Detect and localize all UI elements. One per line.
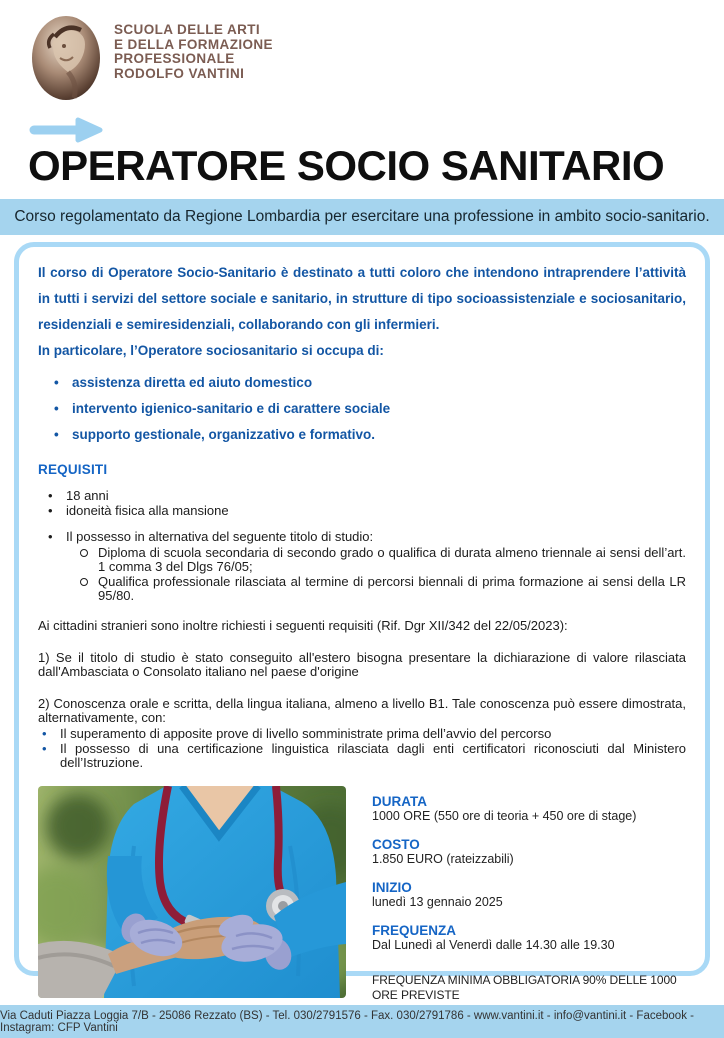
lingua-options-list xyxy=(38,727,686,770)
info-label: INIZIO xyxy=(372,879,412,895)
course-photo xyxy=(38,786,346,998)
tasks-list xyxy=(50,370,686,448)
info-value: lunedì 13 gennaio 2025 xyxy=(372,894,503,909)
info-inizio xyxy=(372,880,686,910)
subtitle-banner-text: Corso regolamentato da Regione Lombardia per esercitare una professione in ambito socio-sanitario. xyxy=(14,208,710,226)
lingua-option: • Il possesso di una certificazione linguistica rilasciata dagli enti certificatori riconosciuti dal Ministero dell’Istruzione. xyxy=(38,742,686,770)
info-label: FREQUENZA xyxy=(372,922,456,938)
titolo-item: Diploma di scuola secondaria di secondo grado o qualifica di durata almeno triennale ai sensi dell’art. 1 comma 3 del Dlgs 76/05; xyxy=(78,546,686,573)
stranieri-intro: Ai cittadini stranieri sono inoltre richiesti i seguenti requisiti (Rif. Dgr XII/342 del 22/05/2023): xyxy=(38,618,568,634)
task-item: • supporto gestionale, organizzativo e formativo. xyxy=(50,422,686,448)
task-item: • intervento igienico-sanitario e di carattere sociale xyxy=(50,396,686,422)
frequenza-minima-note: FREQUENZA MINIMA OBBLIGATORIA 90% DELLE 1000 ORE PREVISTE xyxy=(372,972,677,1002)
logo-line-3: PROFESSIONALE xyxy=(114,51,235,67)
info-costo xyxy=(372,837,686,867)
info-value: 1000 ORE (550 ore di teoria + 450 ore di stage) xyxy=(372,808,637,823)
requisito-item: • idoneità fisica alla mansione xyxy=(44,503,686,518)
requisito-estero: 1) Se il titolo di studio è stato conseguito all'estero bisogna presentare la dichiarazione di valore rilasciata dall'Ambasciata o Consolato italiano nel paese d'origine xyxy=(38,649,686,680)
logo-line-1: SCUOLA DELLE ARTI xyxy=(114,22,261,37)
logo-text xyxy=(114,23,273,81)
logo-line-2: E DELLA FORMAZIONE xyxy=(114,36,273,52)
logo-line-4: RODOLFO VANTINI xyxy=(114,65,245,81)
requisiti-heading: REQUISITI xyxy=(38,462,108,478)
requisito-item: • Il possesso in alternativa del seguente titolo di studio: xyxy=(44,529,686,544)
info-durata xyxy=(372,794,686,824)
footer-contact-text: Via Caduti Piazza Loggia 7/B - 25086 Rezzato (BS) - Tel. 030/2791576 - Fax. 030/2791786 - www.vantini.it - info@vantini.it - Facebook - Instagram: CFP Vantini xyxy=(0,1009,694,1034)
requisito-lingua: 2) Conoscenza orale e scritta, della lingua italiana, almeno a livello B1. Tale conoscenza può essere dimostrata, alternativamente, con: xyxy=(38,695,686,726)
flyer-page xyxy=(0,14,724,1034)
requisito-item: • 18 anni xyxy=(44,488,686,503)
intro-paragraph: Il corso di Operatore Socio-Sanitario è destinato a tutti coloro che intendono intraprendere l’attività in tutti i servizi del settore sociale e sanitario, in strutture di tipo socioassistenziale e sociosanitario, residenziali e semiresidenziali, collaborando con gli infermieri. xyxy=(38,265,686,333)
titoli-studio-list xyxy=(78,546,686,602)
page-title: OPERATORE SOCIO SANITARIO xyxy=(28,142,665,189)
school-logo xyxy=(30,14,724,102)
content-box xyxy=(14,242,710,1002)
footer xyxy=(0,1005,724,1038)
info-label: COSTO xyxy=(372,836,420,852)
info-label: DURATA xyxy=(372,793,427,809)
course-info-column xyxy=(372,786,686,1003)
lingua-option: • Il superamento di apposite prove di livello somministrate prima dell’avvio del percorso xyxy=(38,727,686,741)
requisiti-list-titolo xyxy=(44,529,686,544)
info-value: 1.850 EURO (rateizzabili) xyxy=(372,851,514,866)
titolo-item: Qualifica professionale rilasciata al termine di percorsi biennali di prima formazione ai sensi della LR 95/80. xyxy=(78,575,686,602)
info-frequenza xyxy=(372,923,686,953)
subtitle-banner xyxy=(0,199,724,235)
requisiti-list xyxy=(44,488,686,518)
logo-sculpture-image xyxy=(30,14,102,102)
task-item: • assistenza diretta ed aiuto domestico xyxy=(50,370,686,396)
course-details-row xyxy=(38,786,686,1003)
arrow-icon xyxy=(30,117,106,143)
intro-lead: In particolare, l’Operatore sociosanitario si occupa di: xyxy=(38,343,384,359)
info-value: Dal Lunedì al Venerdì dalle 14.30 alle 19.30 xyxy=(372,937,615,952)
